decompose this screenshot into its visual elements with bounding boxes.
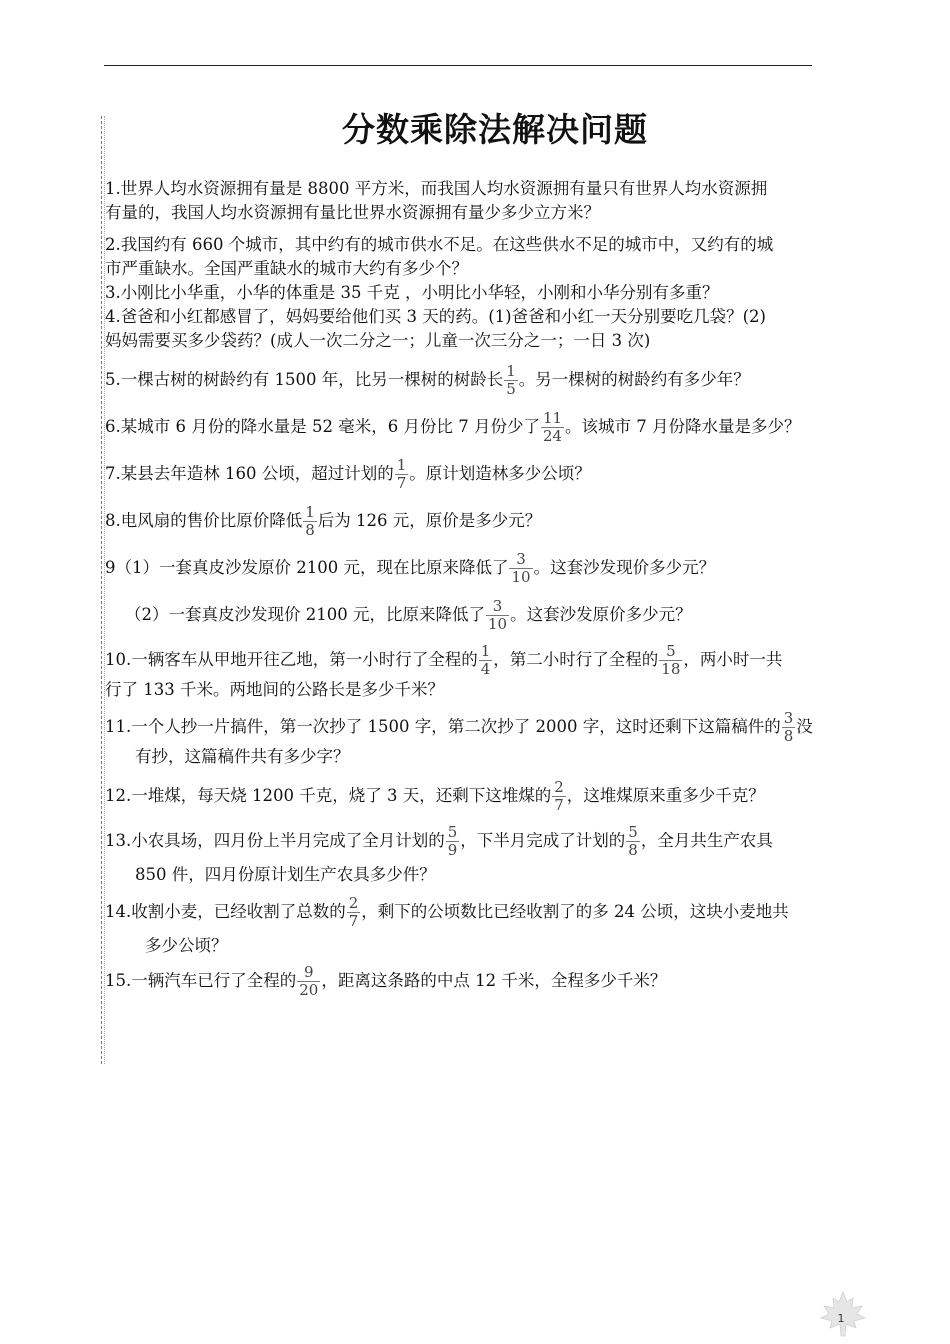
question-8: 8.电风扇的售价比原价降低 $\frac{1}{8}$ 后为 126 元，原价是多少元？ — [105, 503, 542, 539]
fraction: $\frac{3}{10}$ — [511, 550, 531, 586]
question-15: 15.一辆汽车已行了全程的 $\frac{9}{20}$ ，距离这条路的中点 12 千米，全程多少千米？ — [105, 963, 667, 999]
question-9-part-1: 9（1）一套真皮沙发原价 2100 元，现在比原来降低了 $\frac{3}{10}$ 。这套沙发现价多少元？ — [105, 550, 716, 586]
question-4-line-2: 妈妈需要买多少袋药？(成人一次二分之一；儿童一次三分之一；一日 3 次) — [105, 331, 651, 350]
question-2-line-1: 2.我国约有 660 个城市，其中约有的城市供水不足。在这些供水不足的城市中，又约有的城 — [105, 235, 774, 254]
problem-list — [105, 177, 871, 999]
question-3: 3.小刚比小华重，小华的体重是 35 千克 ，小明比小华轻，小刚和小华分别有多重？ — [105, 283, 719, 302]
question-14-line-2: 多少公顷？ — [145, 936, 228, 955]
fraction: $\frac{11}{24}$ — [542, 409, 563, 445]
question-1-line-1: 1.世界人均水资源拥有量是 8800 平方米，而我国人均水资源拥有量只有世界人均水资源拥 — [105, 179, 768, 198]
fraction: $\frac{5}{9}$ — [447, 823, 458, 859]
question-5: 5.一棵古树的树龄约有 1500 年，比另一棵树的树龄长 $\frac{1}{5}$ 。另一棵树的树龄约有多少年？ — [105, 362, 750, 398]
question-14-line-1: 14.收割小麦，已经收割了总数的 $\frac{2}{7}$ ，剩下的公顷数比已经收割了的多 24 公顷，这块小麦地共 — [105, 894, 789, 930]
question-12: 12.一堆煤，每天烧 1200 千克，烧了 3 天，还剩下这堆煤的 $\frac{2}{7}$ ，这堆煤原来重多少千克？ — [105, 778, 765, 814]
question-6: 6.某城市 6 月份的降水量是 52 毫米，6 月份比 7 月份少了 $\frac{11}{24}$ 。该城市 7 月份降水量是多少？ — [105, 409, 801, 445]
fraction: $\frac{5}{18}$ — [661, 642, 681, 678]
fraction: $\frac{3}{10}$ — [487, 597, 508, 633]
fraction: $\frac{5}{8}$ — [628, 823, 638, 859]
question-2-line-2: 市严重缺水。全国严重缺水的城市大约有多少个？ — [105, 259, 468, 278]
fraction: $\frac{3}{8}$ — [783, 709, 794, 745]
fraction: $\frac{2}{7}$ — [348, 894, 359, 930]
question-11-line-2: 有抄，这篇稿件共有多少字？ — [135, 747, 350, 766]
question-4-line-1: 4.爸爸和小红都感冒了，妈妈要给他们买 3 天的药。(1)爸爸和小红一天分别要吃几袋？(2) — [105, 307, 766, 326]
question-9-part-2: （2）一套真皮沙发现价 2100 元，比原来降低了 $\frac{3}{10}$ 。这套沙发原价多少元？ — [125, 597, 692, 633]
question-10-line-1: 10.一辆客车从甲地开往乙地，第一小时行了全程的 $\frac{1}{4}$ ，第二小时行了全程的 $\frac{5}{18}$ ，两小时一共 — [105, 642, 783, 678]
question-13-line-1: 13.小农具场，四月份上半月完成了全月计划的 $\frac{5}{9}$ ，下半月完成了计划的 $\frac{5}{8}$ ，全月共生产农具 — [105, 823, 773, 859]
question-7: 7.某县去年造林 160 公顷，超过计划的 $\frac{1}{7}$ 。原计划造林多少公顷？ — [105, 456, 591, 492]
question-11-line-1: 11.一个人抄一片搞件，第一次抄了 1500 字，第二次抄了 2000 字，这时还剩下这篇稿件的 $\frac{3}{8}$ 没 — [105, 709, 813, 745]
question-13-line-2: 850 件，四月份原计划生产农具多少件？ — [135, 865, 436, 884]
header-rule — [104, 65, 812, 66]
question-10-line-2: 行了 133 千米。两地间的公路长是多少千米？ — [105, 680, 444, 699]
fraction: $\frac{1}{7}$ — [396, 456, 407, 492]
fraction: $\frac{1}{5}$ — [506, 362, 516, 398]
fraction: $\frac{2}{7}$ — [554, 778, 564, 814]
margin-line — [101, 116, 102, 1064]
fraction: $\frac{1}{8}$ — [305, 503, 315, 539]
fraction: $\frac{9}{20}$ — [299, 963, 319, 999]
page-number: 1 — [837, 1312, 845, 1325]
page-title: 分数乘除法解决问题 — [342, 110, 648, 149]
question-1-line-2: 有量的，我国人均水资源拥有量比世界水资源拥有量少多少立方米？ — [105, 203, 600, 222]
fraction: $\frac{1}{4}$ — [480, 642, 491, 678]
